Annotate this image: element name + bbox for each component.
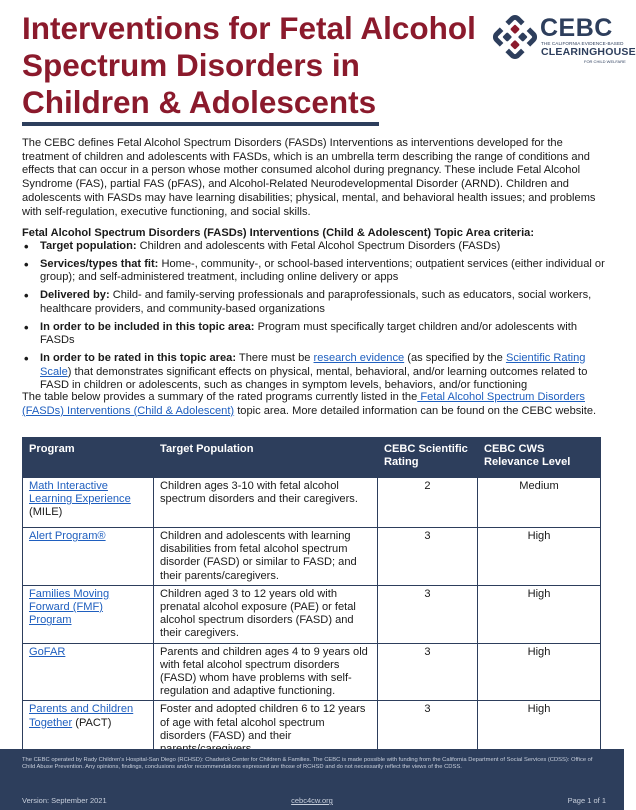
cebc-logo-mark-icon (492, 14, 538, 60)
relevance-cell: High (478, 585, 601, 643)
title-underline (22, 122, 379, 126)
logo-clearinghouse: CLEARINGHOUSE (541, 46, 636, 58)
criteria-label: In order to be included in this topic area: (40, 320, 255, 333)
column-header-program: Program (23, 438, 154, 478)
population-cell: Foster and adopted children 6 to 12 years of age with fetal alcohol spectrum disorders (FASD) and their (154, 701, 378, 759)
criteria-text: There must be (236, 351, 314, 364)
criteria-label: Services/types that fit: (40, 257, 159, 270)
rating-cell: 3 (378, 585, 478, 643)
column-header-scientific-rating: CEBC Scientific Rating (378, 438, 478, 478)
programs-table (22, 437, 601, 759)
criteria-list (22, 240, 606, 397)
rating-cell: 3 (378, 528, 478, 586)
page-title (22, 10, 492, 121)
relevance-cell: High (478, 701, 601, 759)
title-line-1: Interventions for Fetal Alcohol (22, 10, 476, 46)
cebc-logo (492, 14, 636, 64)
criteria-item (22, 240, 606, 254)
rating-cell: 3 (378, 701, 478, 759)
intro-paragraph: The CEBC defines Fetal Alcohol Spectrum Disorders (FASDs) Interventions as interventions developed for the treatment of children and adolescents with FASDs, which is an umbrella term describing the range of conditions and effects that can occur in a person whose mother consumed alcohol during pregnancy. These include Fetal Alcohol Syndrome (FAS), partial FAS (pFAS), and Alcohol-Related Neurodevelopmental Disorder (ARND). Children and adolescents with FASDs may have learning disabilities; physical, mental, and behavioral health issues; and problems with self-regulation, executive functioning, and social skills. (22, 137, 596, 218)
criteria-label: In order to be rated in this topic area: (40, 351, 237, 364)
topic-area-link[interactable]: Fetal Alcohol Spectrum Disorders (FASDs) Interventions (Child & Adolescent) (22, 391, 585, 417)
program-link[interactable]: Families Moving Forward (FMF) Program (29, 587, 110, 627)
logo-word: CEBC (540, 14, 613, 42)
table-row (23, 528, 601, 586)
footer-version: Version: September 2021 (22, 796, 107, 805)
criteria-text: Program must specifically target children and/or adolescents with FASDs (40, 320, 577, 347)
program-link[interactable]: Alert Program® (29, 530, 106, 542)
relevance-cell: Medium (478, 478, 601, 528)
column-header-relevance-level: CEBC CWS Relevance Level (478, 438, 601, 478)
summary-paragraph (22, 391, 606, 418)
population-cell: Children aged 3 to 12 years old with prenatal alcohol exposure (PAE) or fetal alcohol spectrum disorders (FASD) and their caregivers. (154, 585, 378, 643)
summary-text: The table below provides a summary of the rated programs currently listed in the (22, 391, 418, 403)
program-cell (23, 478, 154, 528)
program-cell (23, 528, 154, 586)
rating-cell: 3 (378, 643, 478, 701)
program-suffix: (PACT) (72, 716, 112, 729)
relevance-cell: High (478, 643, 601, 701)
program-cell (23, 585, 154, 643)
footer-site-link[interactable]: cebc4cw.org (291, 796, 333, 805)
title-line-2: Spectrum Disorders in (22, 47, 360, 83)
criteria-text: ) that demonstrates significant effects on physical, mental, behavioral, and/or learning outcomes related to FASD in children or adolescents, such as changes in symptom levels, behaviors, and/or functioning (40, 365, 588, 392)
table-row (23, 585, 601, 643)
criteria-text: Child- and family-serving professionals and paraprofessionals, such as educators, social workers, healthcare providers, and community-based organizations (40, 289, 592, 315)
logo-tagline: FOR CHILD WELFARE (584, 59, 626, 64)
criteria-text: (as specified by the (404, 351, 506, 364)
title-line-3: Children & Adolescents (22, 84, 377, 120)
population-cell: Children and adolescents with learning disabilities from fetal alcohol spectrum disorder (FASD) or similar to FASD; and their parents/caregivers. (154, 528, 378, 586)
criteria-item (22, 289, 606, 316)
column-header-target-population: Target Population (154, 438, 378, 478)
population-cell: Children ages 3-10 with fetal alcohol spectrum disorders and their caregivers. (154, 478, 378, 528)
criteria-label: Target population: (40, 240, 137, 252)
table-row (23, 643, 601, 701)
page-footer (0, 749, 624, 810)
criteria-label: Delivered by: (40, 289, 110, 302)
criteria-item (22, 258, 606, 285)
program-link[interactable]: Parents and Children Together (29, 703, 134, 729)
program-link[interactable]: GoFAR (29, 645, 66, 658)
summary-text-end: topic area. More detailed information can be found on the CEBC website. (234, 404, 597, 417)
program-link[interactable]: Math Interactive Learning Experience (29, 480, 131, 506)
research-evidence-link[interactable]: research evidence (313, 351, 405, 364)
footer-page-number: Page 1 of 1 (567, 796, 606, 805)
criteria-item (22, 321, 606, 348)
logo-subtitle: THE CALIFORNIA EVIDENCE-BASED (541, 41, 624, 46)
criteria-heading: Fetal Alcohol Spectrum Disorders (FASDs) Interventions (Child & Adolescent) Topic Area criteria: (22, 227, 535, 239)
rating-cell: 2 (378, 478, 478, 528)
program-cell (23, 643, 154, 701)
criteria-item (22, 352, 606, 393)
table-header-row (23, 438, 601, 478)
criteria-text: Children and adolescents with Fetal Alcohol Spectrum Disorders (FASDs) (136, 240, 501, 252)
criteria-text: Home-, community-, or school-based interventions; outpatient services (either individual or group); and self-administered treatment, including online delivery or apps (40, 257, 605, 284)
table-row (23, 478, 601, 528)
footer-disclaimer: The CEBC operated by Rady Children's Hospital-San Diego (RCHSD): Chadwick Center for Children & Families. The CEBC is made possible with funding from the California Department of Social Services (CDSS): Office of Child Abuse Prevention. Any opinions, findings, conclusions and/or recommendations expressed are those of RCHSD and do not necessarily reflect the views of the CDSS. (22, 757, 593, 771)
program-suffix: (MILE) (29, 506, 63, 519)
relevance-cell: High (478, 528, 601, 586)
population-cell: Parents and children ages 4 to 9 years old with fetal alcohol spectrum disorders (FASD) whom have problems with self-regulation and adaptive functioning. (154, 643, 378, 701)
scientific-rating-scale-link[interactable]: Scientific Rating Scale (40, 351, 586, 378)
